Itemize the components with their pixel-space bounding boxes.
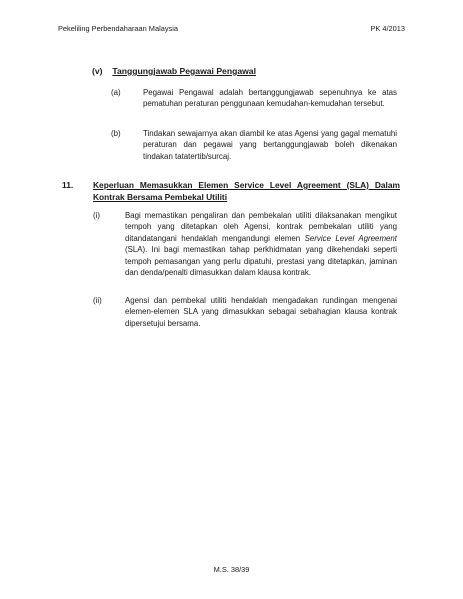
section-11-title: Keperluan Memasukkan Elemen Service Level Agreement (SLA) Dalam Kontrak Bersama Pembekal Utiliti — [93, 180, 400, 202]
item-label: (b) — [111, 129, 121, 138]
item-text-italic: Service Level Agreement — [304, 233, 397, 243]
section-11-item-ii — [93, 295, 397, 329]
section-11-number: 11. — [62, 180, 74, 190]
item-label: (a) — [111, 88, 121, 97]
item-text-part-1: Bagi memastikan pengaliran dan pembekalan utiliti dilaksanakan mengikut tempoh yang ditetapkan oleh Agensi, kontrak pembekalan utiliti yang ditandatangani hendaklah mengandungi elemen — [125, 211, 397, 243]
section-11-heading — [62, 180, 400, 203]
section-11-item-i — [93, 210, 397, 278]
subsection-v-item-a — [111, 87, 397, 110]
page-header — [58, 24, 405, 33]
item-text — [125, 210, 397, 278]
item-text: Pegawai Pengawal adalah bertanggungjawab sepenuhnya ke atas pematuhan peraturan penggunaan kemudahan-kemudahan tersebut. — [143, 88, 397, 109]
item-label: (ii) — [93, 296, 102, 305]
header-document-ref: PK 4/2013 — [370, 24, 405, 33]
subsection-v-heading: Tanggungjawab Pegawai Pengawal — [112, 66, 256, 76]
item-text: Tindakan sewajarnya akan diambil ke atas Agensi yang gagal mematuhi peraturan dan pegawai yang bertanggungjawab boleh dikenakan tindakan tatatertib/surcaj. — [143, 129, 397, 161]
item-text: Agensi dan pembekal utiliti hendaklah mengadakan rundingan mengenai elemen-elemen SLA yang dimasukkan sebagai sebahagian klausa kontrak dipersetujui bersama. — [125, 296, 397, 328]
subsection-v-number: (v) — [92, 66, 103, 76]
subsection-v-item-b — [111, 128, 397, 162]
header-document-title: Pekeliling Perbendaharaan Malaysia — [58, 24, 178, 33]
item-text-part-2: (SLA). Ini bagi memastikan tahap perkhidmatan yang dikehendaki seperti tempoh pemasangan yang perlu dipatuhi, prestasi yang ditetapkan, jaminan dan denda/penalti dimasukkan dalam klausa kontrak. — [125, 245, 397, 278]
item-label: (i) — [93, 211, 101, 220]
page-number: M.S. 38/39 — [213, 565, 250, 574]
subsection-v-title — [92, 66, 256, 76]
